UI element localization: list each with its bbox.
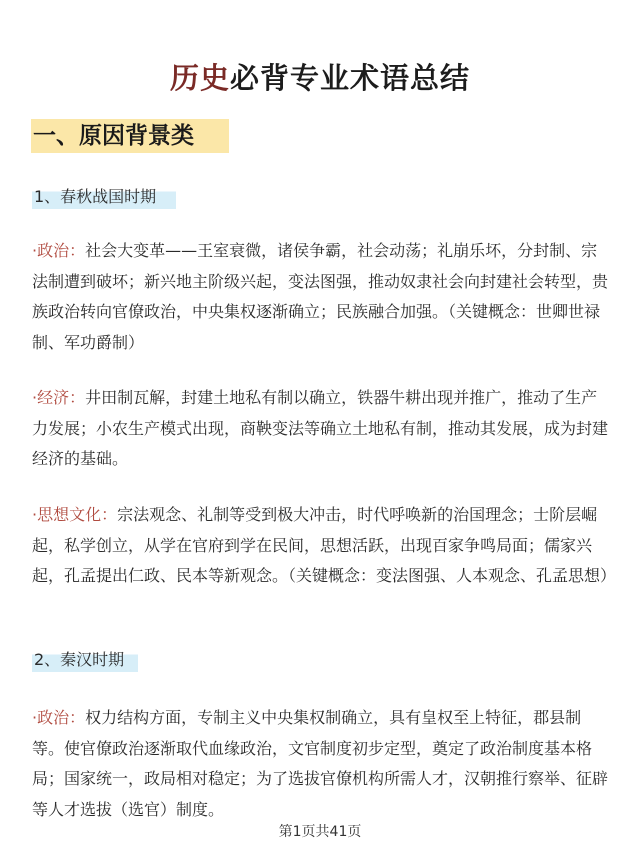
label-culture: ·思想文化： bbox=[32, 505, 118, 524]
paragraph-politics-qin-han bbox=[32, 703, 612, 825]
page-footer: 第1页共41页 bbox=[278, 824, 362, 840]
period-heading-qin-han: 2、秦汉时期 bbox=[32, 648, 138, 672]
label-economy: ·经济： bbox=[32, 388, 86, 407]
text-politics-qin-han: 权力结构方面，专制主义中央集权制确立，具有皇权至上特征，郡县制等。使官僚政治逐渐取代血缘政治，文官制度初步定型，奠定了政治制度基本格局；国家统一，政局相对稳定；为了选拔官僚机构所需人才，汉朝推行察举、征辟等人才选拔（选官）制度。 bbox=[32, 708, 609, 819]
paragraph-economy-spring-autumn bbox=[32, 383, 612, 475]
paragraph-culture-spring-autumn bbox=[32, 500, 617, 592]
title-accent: 历史 bbox=[169, 61, 230, 95]
text-culture: 宗法观念、礼制等受到极大冲击，时代呼唤新的治国理念；士阶层崛起，私学创立，从学在官府到学在民间，思想活跃，出现百家争鸣局面；儒家兴起，孔孟提出仁政、民本等新观念。（关键概念：变法图强、人本观念、孔孟思想） bbox=[32, 505, 617, 585]
title-rest: 必背专业术语总结 bbox=[230, 61, 471, 95]
text-politics: 社会大变革——王室衰微，诸侯争霸，社会动荡；礼崩乐坏，分封制、宗法制遭到破坏；新兴地主阶级兴起，变法图强，推动奴隶社会向封建社会转型，贵族政治转向官僚政治，中央集权逐渐确立；民族融合加强。（关键概念：世卿世禄制、军功爵制） bbox=[32, 241, 609, 352]
section-heading-text: 一、原因背景类 bbox=[33, 123, 194, 149]
text-economy: 井田制瓦解，封建土地私有制以确立，铁器牛耕出现并推广，推动了生产力发展；小农生产模式出现，商鞅变法等确立土地私有制，推动其发展，成为封建经济的基础。 bbox=[32, 388, 609, 468]
page-title bbox=[0, 58, 640, 98]
period-heading-spring-autumn: 1、春秋战国时期 bbox=[32, 185, 176, 209]
label-politics: ·政治： bbox=[32, 241, 86, 260]
section-heading bbox=[31, 119, 229, 153]
paragraph-politics-spring-autumn bbox=[32, 236, 612, 358]
label-politics-qin-han: ·政治： bbox=[32, 708, 86, 727]
